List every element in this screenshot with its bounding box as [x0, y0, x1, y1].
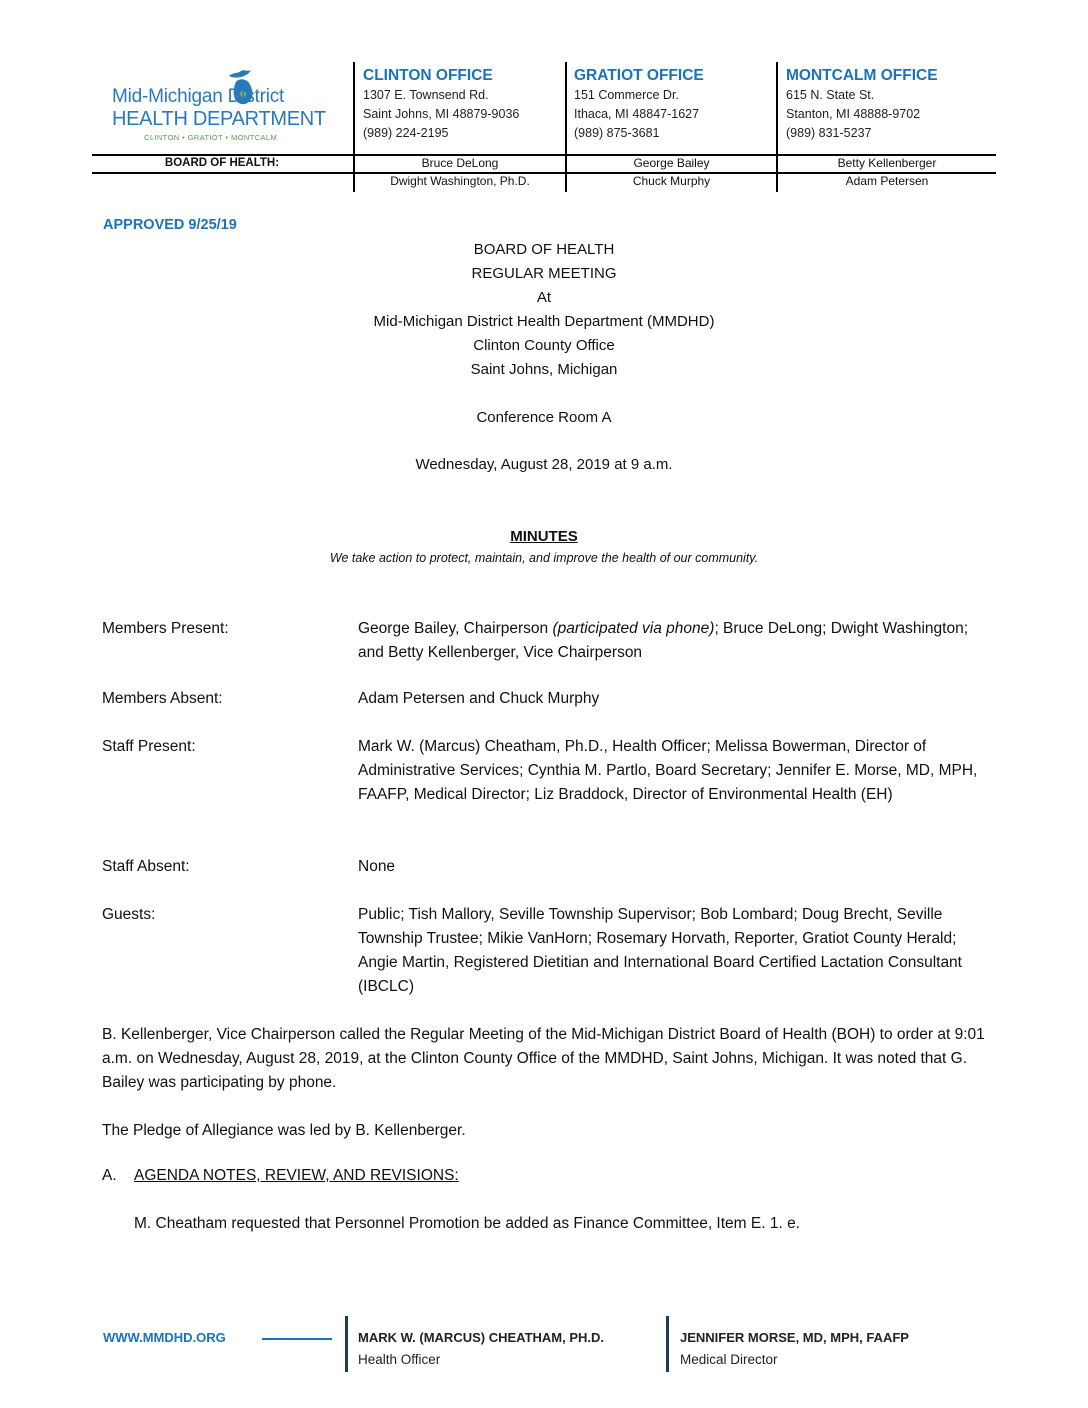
staff-absent-text: None — [358, 858, 396, 875]
board-member: Betty Kellenberger — [837, 156, 937, 170]
office-phone: (989) 224-2195 — [363, 126, 449, 140]
office-montcalm — [786, 66, 938, 143]
minutes-title: MINUTES — [510, 528, 578, 545]
heading-line: REGULAR MEETING — [471, 265, 617, 282]
heading-line: At — [536, 289, 552, 306]
footer-rule — [262, 1338, 332, 1340]
logo-line-1: Mid-Michigan District — [112, 86, 285, 107]
section-a-marker: A. — [102, 1167, 117, 1184]
heading-line: Mid-Michigan District Health Department (MMDHD) — [373, 313, 715, 330]
approved-stamp: APPROVED 9/25/19 — [103, 217, 237, 233]
attendance-label: Members Present: — [102, 620, 229, 637]
office-address-2: Stanton, MI 48888-9702 — [786, 107, 921, 121]
attendance-label: Staff Absent: — [102, 858, 190, 875]
meeting-datetime: Wednesday, August 28, 2019 at 9 a.m. — [415, 456, 673, 473]
footer-divider — [666, 1316, 669, 1372]
footer-director-name: JENNIFER MORSE, MD, MPH, FAAFP — [680, 1330, 909, 1345]
heading-line: Clinton County Office — [473, 337, 615, 354]
members-present-part: ; Bruce DeLong; Dwight Washington; and Betty Kellenberger, Vice Chairperson — [358, 620, 969, 661]
office-address-2: Ithaca, MI 48847-1627 — [574, 107, 700, 121]
attendance-label: Members Absent: — [102, 690, 223, 707]
members-absent-text: Adam Petersen and Chuck Murphy — [358, 690, 600, 707]
office-phone: (989) 831-5237 — [786, 126, 872, 140]
section-a-title: AGENDA NOTES, REVIEW, AND REVISIONS: — [134, 1167, 459, 1184]
pledge-paragraph: The Pledge of Allegiance was led by B. Kellenberger. — [102, 1122, 466, 1139]
office-address-1: 615 N. State St. — [786, 88, 875, 102]
footer-officer-title: Health Officer — [358, 1352, 441, 1367]
board-member: George Bailey — [633, 156, 710, 170]
guests-text: Public; Tish Mallory, Seville Township Supervisor; Bob Lombard; Doug Brecht, Seville Township Trustee; Mikie VanHorn; Rosemary Horvath, Reporter, Gratiot County Herald; Angie Martin, Registered Dietitian and International Board Certified Lactation Consultant (IBCLC) — [358, 906, 962, 995]
members-present-part: George Bailey, Chairperson — [358, 620, 553, 637]
attendance-label: Staff Present: — [102, 738, 196, 755]
logo-line-3: CLINTON • GRATIOT • MONTCALM — [144, 133, 278, 142]
board-member: Bruce DeLong — [421, 156, 499, 170]
office-title: GRATIOT OFFICE — [574, 67, 704, 84]
website-link[interactable]: WWW.MMDHD.ORG — [103, 1330, 226, 1345]
board-of-health-label: BOARD OF HEALTH: — [164, 157, 280, 169]
attendance-label: Guests: — [102, 906, 156, 923]
board-member: Dwight Washington, Ph.D. — [390, 174, 530, 188]
members-present-note: (participated via phone) — [552, 620, 715, 637]
board-member: Adam Petersen — [845, 174, 929, 188]
office-title: MONTCALM OFFICE — [786, 67, 938, 84]
call-to-order-paragraph: B. Kellenberger, Vice Chairperson called the Regular Meeting of the Mid-Michigan District Board of Health (BOH) to order at 9:01 a.m. on Wednesday, August 28, 2019, at the Clinton County Office of the MMDHD, Saint Johns, Michigan. It was noted that G. Bailey was participating by phone. — [102, 1026, 985, 1091]
heading-line: Saint Johns, Michigan — [470, 361, 618, 378]
office-clinton — [363, 66, 519, 143]
office-title: CLINTON OFFICE — [363, 67, 493, 84]
board-member: Chuck Murphy — [632, 174, 711, 188]
office-phone: (989) 875-3681 — [574, 126, 660, 140]
heading-line: BOARD OF HEALTH — [473, 241, 615, 258]
office-address-1: 151 Commerce Dr. — [574, 88, 679, 102]
footer-director-title: Medical Director — [680, 1352, 778, 1367]
staff-present-text: Mark W. (Marcus) Cheatham, Ph.D., Health Officer; Melissa Bowerman, Director of Administrative Services; Cynthia M. Partlo, Board Secretary; Jennifer E. Morse, MD, MPH, FAAFP, Medical Director; Liz Braddock, Director of Environmental Health (EH) — [358, 738, 978, 803]
footer-divider — [345, 1316, 348, 1372]
footer-officer-name: MARK W. (MARCUS) CHEATHAM, PH.D. — [358, 1330, 605, 1345]
mmdhd-logo — [108, 68, 333, 148]
office-address-2: Saint Johns, MI 48879-9036 — [363, 107, 520, 121]
section-a-text: M. Cheatham requested that Personnel Promotion be added as Finance Committee, Item E. 1. e. — [134, 1215, 800, 1232]
members-present-text — [358, 617, 998, 665]
logo-line-2: HEALTH DEPARTMENT — [112, 108, 326, 130]
meeting-room: Conference Room A — [476, 409, 612, 426]
office-gratiot — [574, 66, 704, 143]
office-address-1: 1307 E. Townsend Rd. — [363, 88, 489, 102]
mission-motto: We take action to protect, maintain, and improve the health of our community. — [329, 551, 759, 565]
